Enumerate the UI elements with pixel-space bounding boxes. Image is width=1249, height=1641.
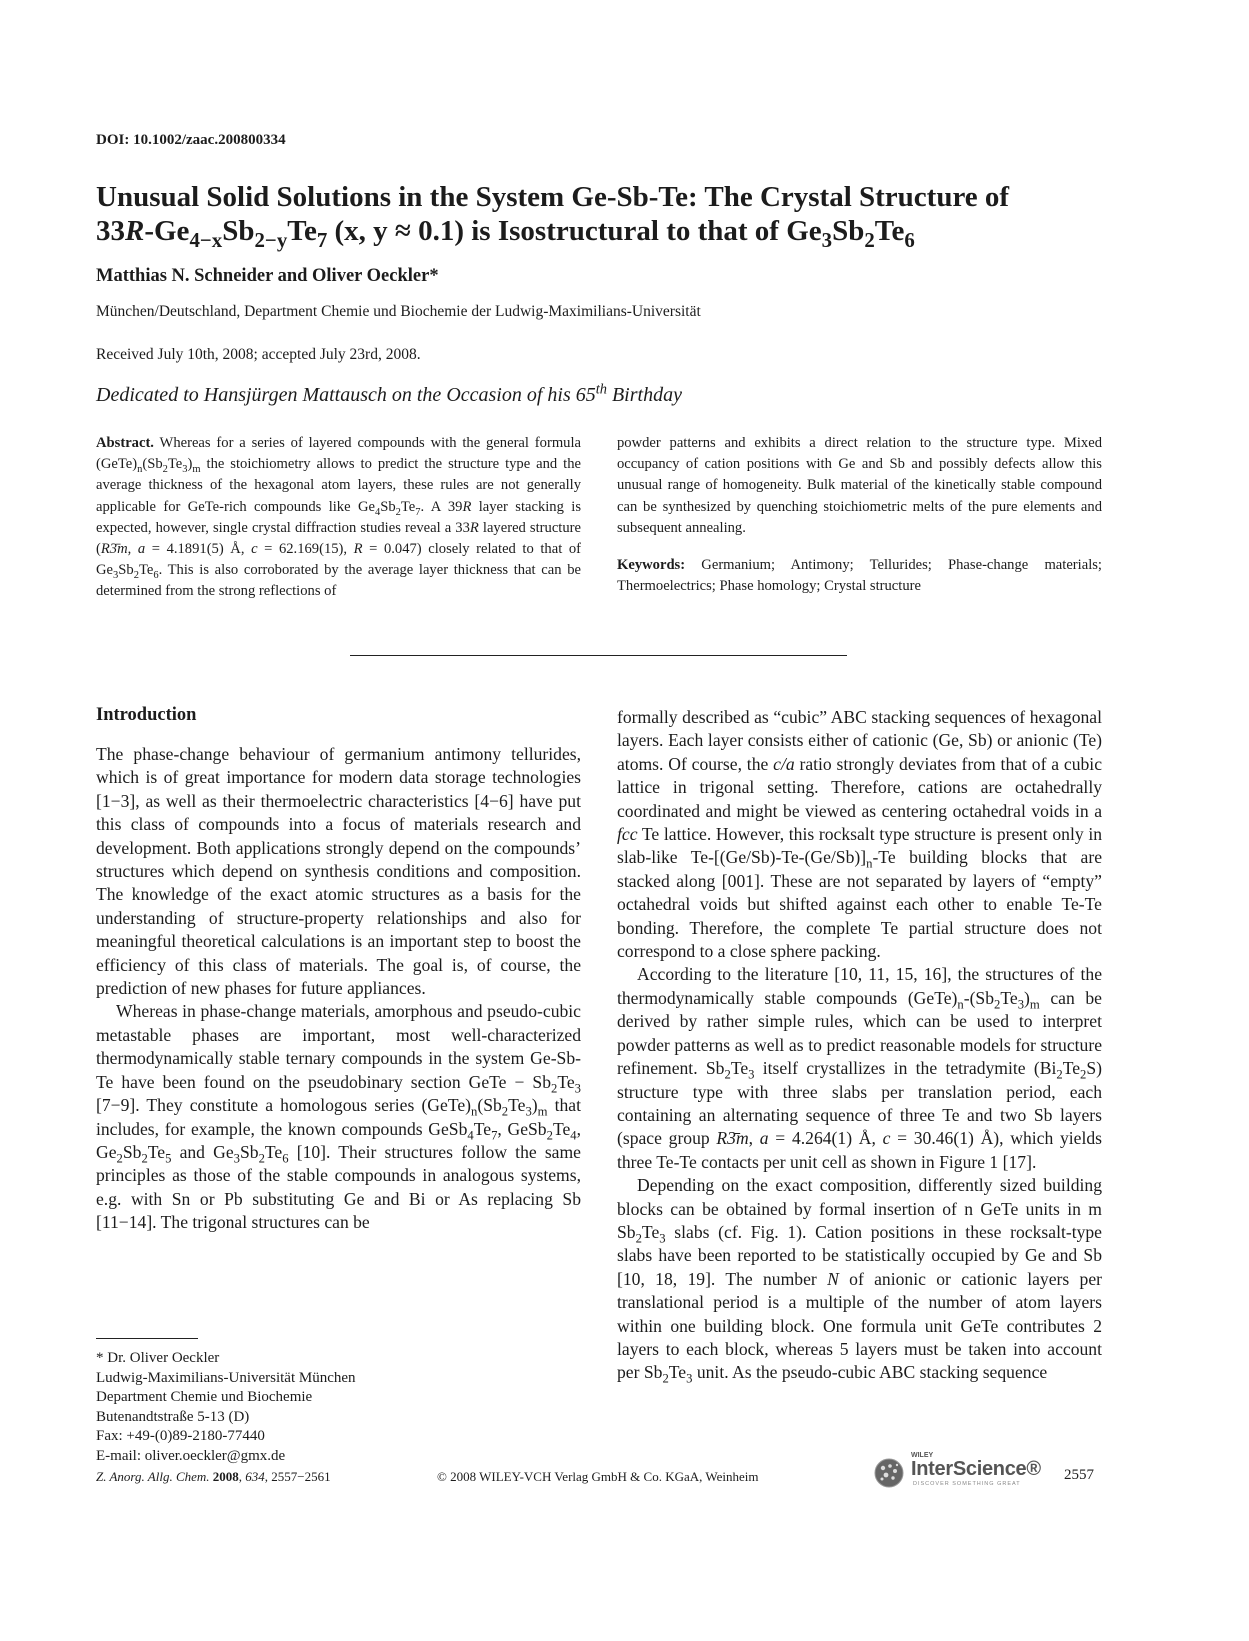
journal-volume: 634 xyxy=(245,1469,265,1484)
text: -Te building blocks that are stacked along [001]. These are not separated by layers of “empty” octahedral voids but shifted against each other to enable Te-Te bonding. Therefore, the complete Te partial structure does not correspond to a close sphere packing. xyxy=(617,847,1102,962)
subscript: 3 xyxy=(1017,997,1025,1012)
footnote-line: Butenandtstraße 5-13 (D) xyxy=(96,1408,250,1425)
title-text: 33 xyxy=(96,215,125,247)
abstract-text: . A 39 xyxy=(420,498,463,515)
abstract-text: layer stacking is expected, however, single crystal diffraction studies reveal a 33 xyxy=(96,498,582,536)
subscript: m xyxy=(1029,997,1040,1012)
subscript: m xyxy=(192,464,201,476)
subscript: 7 xyxy=(415,506,421,518)
italic: a xyxy=(759,1128,769,1149)
italic: c/a xyxy=(773,753,795,774)
subscript: 2 xyxy=(635,1231,642,1246)
page-number: 2557 xyxy=(1064,1467,1094,1483)
paragraph: The phase-change behaviour of germanium antimony tellurides, which is of great importance for modern data storage technologies [1−3], as well as their thermoelectric characteristics [4−6] have put this class of compounds into a focus of materials research and development. Both applications strongly depend on the compounds’ structures which depend on synthesis conditions and composition. The knowledge of the exact atomic structures as a basis for the understanding of structure-property relationships and also for meaningful theoretical calculations is an important step to boost the efficiency of this class of materials. The goal is, of course, the prediction of new phases for future appliances. xyxy=(96,744,581,999)
copyright: © 2008 WILEY-VCH Verlag GmbH & Co. KGaA, Weinheim xyxy=(437,1469,759,1484)
subscript: 2 xyxy=(551,1081,558,1096)
text: (Sb xyxy=(477,1095,502,1116)
italic: fcc xyxy=(617,824,638,845)
abstract-left xyxy=(96,433,581,603)
subscript: 2 xyxy=(141,1151,148,1166)
abstract-text: ) xyxy=(187,456,193,473)
abstract-text: (Sb xyxy=(142,456,163,473)
italic: R xyxy=(462,498,472,515)
journal-citation xyxy=(96,1469,331,1485)
title-subscript: 2 xyxy=(864,227,875,252)
text: -(Sb xyxy=(963,987,995,1008)
text: Sb xyxy=(122,1141,142,1162)
text: can be derived by rather simple rules, which can be used to interpret powder patterns as well as to predict reasonable models for structure refinement. Sb xyxy=(617,987,1102,1079)
title-line-1: Unusual Solid Solutions in the System Ge-Sb-Te: The Crystal Structure of xyxy=(96,181,1010,213)
subscript: 3 xyxy=(659,1231,666,1246)
article-title xyxy=(96,180,1106,252)
text: Te xyxy=(473,1118,492,1139)
text: ) xyxy=(1024,987,1030,1008)
italic: R xyxy=(469,519,479,536)
subscript: 7 xyxy=(491,1128,498,1143)
dedication xyxy=(96,381,682,407)
text: Te xyxy=(147,1141,166,1162)
keywords xyxy=(617,555,1102,597)
received-dates: Received July 10th, 2008; accepted July 23rd, 2008. xyxy=(96,346,421,363)
paragraph xyxy=(617,706,1102,963)
keywords-label: Keywords: xyxy=(617,557,686,574)
doi-line: DOI: 10.1002/zaac.200800334 xyxy=(96,132,286,148)
italic: N xyxy=(827,1268,839,1289)
text: = 30.46(1) Å), which yields three Te-Te contacts per unit cell as shown in Figure 1 [17]. xyxy=(617,1128,1102,1172)
subscript: 2 xyxy=(1056,1067,1063,1082)
subscript: 2 xyxy=(994,997,1001,1012)
text: Te xyxy=(557,1071,575,1092)
text: slabs (cf. Fig. 1). Cation positions in these rocksalt-type slabs have been reported to be statistically occupied by Ge and Sb [10, 18, 19]. The number xyxy=(617,1221,1102,1289)
text: = 4.264(1) Å, xyxy=(768,1128,883,1149)
abstract-continuation xyxy=(617,433,1102,539)
journal-name: Z. Anorg. Allg. Chem. xyxy=(96,1469,210,1484)
text: itself crystallizes in the tetradymite (Bi xyxy=(754,1058,1057,1079)
footnote-email: E-mail: oliver.oeckler@gmx.de xyxy=(96,1447,286,1464)
subscript: 3 xyxy=(686,1371,693,1386)
subscript: 2 xyxy=(1080,1067,1087,1082)
subscript: 4 xyxy=(467,1128,474,1143)
abstract-text: = 4.1891(5) Å, xyxy=(145,541,252,558)
text: Te xyxy=(730,1058,749,1079)
title-text: (x, y ≈ 0.1) is Isostructural to that of Ge xyxy=(327,215,822,247)
title-subscript: 6 xyxy=(904,227,915,252)
text: Te xyxy=(668,1362,687,1383)
footnote-line: Fax: +49-(0)89-2180-77440 xyxy=(96,1428,265,1444)
logo-wiley-text: WILEY xyxy=(911,1452,934,1459)
subscript: m xyxy=(537,1104,548,1119)
text: that includes, for example, the known compounds GeSb xyxy=(96,1095,582,1139)
abstract-text: powder patterns and exhibits a direct relation to the structure type. Mixed occupancy of cation positions with Ge and Sb and possibly defects allow this unusual range of homogeneity. Bulk material of the kinetically stable compound can be synthesized by quenching stoichiometric melts of the pure elements and subsequent annealing. xyxy=(617,435,1102,536)
title-text: Sb xyxy=(832,215,865,247)
subscript: 3 xyxy=(182,464,188,476)
subscript: 3 xyxy=(748,1067,755,1082)
text: , Ge xyxy=(96,1118,581,1162)
author-list: Matthias N. Schneider and Oliver Oeckler* xyxy=(96,266,439,286)
subscript: 2 xyxy=(724,1067,731,1082)
subscript: n xyxy=(137,464,143,476)
globe-icon xyxy=(873,1457,905,1489)
title-subscript: 3 xyxy=(821,227,833,252)
affiliation: München/Deutschland, Department Chemie und Biochemie der Ludwig-Maximilians-Universität xyxy=(96,303,701,320)
subscript: 2 xyxy=(116,1151,123,1166)
abstract-text: = 0.047) closely related to that of Ge xyxy=(96,541,581,579)
dedication-text: Dedicated to Hansjürgen Mattausch on the Occasion of his 65 xyxy=(96,384,596,406)
corresponding-author-footnote xyxy=(96,1349,356,1466)
text: Te xyxy=(641,1221,660,1242)
italic: R xyxy=(353,541,363,558)
italic: R3̄m xyxy=(100,541,128,558)
italic: c xyxy=(251,541,258,558)
text: , GeSb xyxy=(497,1118,547,1139)
subscript: 2 xyxy=(662,1371,669,1386)
subscript: 4 xyxy=(374,506,381,518)
text: Sb xyxy=(239,1141,259,1162)
subscript: 2 xyxy=(258,1151,265,1166)
text: Te xyxy=(508,1095,526,1116)
subscript: 3 xyxy=(113,570,119,582)
text: ratio strongly deviates from that of a cubic lattice in trigonal setting. Therefore, cations are octahedrally coordinated and might be viewed as centering octahedral voids in a xyxy=(617,753,1102,821)
abstract-text: Te xyxy=(167,456,183,473)
subscript: 3 xyxy=(574,1081,581,1096)
text: [10]. Their structures follow the same principles as those of the stable compounds in analogous systems, e.g. with Sn or Pb substituting Ge and Bi or As replacing Sb [11−14]. The trigonal structures can be xyxy=(96,1141,581,1233)
title-subscript: 2−y xyxy=(254,227,288,252)
text: and Ge xyxy=(171,1141,234,1162)
title-subscript: 4−x xyxy=(189,227,223,252)
keywords-text: Germanium; Antimony; Tellurides; Phase-change materials; Thermoelectrics; Phase homology; Crystal structure xyxy=(617,557,1102,595)
text: ) xyxy=(531,1095,538,1116)
paragraph xyxy=(96,1000,581,1234)
title-text: -Ge xyxy=(144,215,190,247)
title-subscript: 7 xyxy=(316,227,328,252)
text: , xyxy=(748,1128,760,1149)
footnote-line: Department Chemie und Biochemie xyxy=(96,1389,313,1405)
logo-brand-text: InterScience® xyxy=(911,1458,1041,1480)
abstract-text: . This is also corroborated by the average layer thickness that can be determined from the strong reflections of xyxy=(96,562,581,600)
separator: , xyxy=(238,1469,246,1484)
dedication-sup: th xyxy=(595,381,607,398)
text: Te xyxy=(1062,1058,1081,1079)
text: Te xyxy=(264,1141,283,1162)
paragraph xyxy=(617,963,1102,1174)
text: Depending on the exact composition, differently sized building blocks can be obtained by formal insertion of n GeTe units in m Sb xyxy=(617,1175,1102,1242)
subscript: 2 xyxy=(162,464,168,476)
text: Te xyxy=(1000,987,1018,1008)
abstract-paragraph xyxy=(96,433,581,603)
footnote-rule xyxy=(96,1338,198,1339)
subscript: n xyxy=(957,997,964,1012)
section-heading: Introduction xyxy=(96,705,197,725)
dedication-text: Birthday xyxy=(606,384,682,406)
footnote-name: * Dr. Oliver Oeckler xyxy=(96,1350,220,1366)
interscience-logo xyxy=(873,1451,1043,1491)
text: formally described as “cubic” ABC stacking sequences of hexagonal layers. Each layer consists either of cationic (Ge, Sb) or anionic (Te) atoms. Of course, the xyxy=(617,707,1102,774)
journal-pages: , 2557−2561 xyxy=(264,1469,331,1484)
subscript: 3 xyxy=(233,1151,240,1166)
abstract-text: Sb xyxy=(380,498,396,515)
title-italic: R xyxy=(125,215,145,247)
abstract-text: Sb xyxy=(118,562,134,579)
logo-tagline: DISCOVER SOMETHING GREAT xyxy=(913,1481,1021,1487)
subscript: 2 xyxy=(133,570,139,582)
text: of anionic or cationic layers per translational period is a multiple of the number of atom layers within one building block. One formula unit GeTe contributes 2 layers to each block, whereas 5 layers must be taken into account per Sb xyxy=(617,1268,1102,1383)
subscript: 2 xyxy=(546,1128,553,1143)
text: Whereas in phase-change materials, amorphous and pseudo-cubic metastable phases are important, most well-characterized thermodynamically stable ternary compounds in the system Ge-Sb-Te have been found on the pseudobinary section GeTe − Sb xyxy=(96,1001,581,1092)
abstract-text: the stoichiometry allows to predict the structure type and the average thickness of the hexagonal atom layers, these rules are not generally applicable for GeTe-rich compounds like Ge xyxy=(96,456,581,515)
title-text: Te xyxy=(287,215,317,247)
text: [7−9]. They constitute a homologous series (GeTe) xyxy=(96,1095,472,1116)
abstract-right xyxy=(617,433,1102,597)
section-divider xyxy=(350,655,847,656)
italic: R3̄m xyxy=(716,1128,749,1149)
abstract-label: Abstract. xyxy=(96,435,154,451)
subscript: 2 xyxy=(395,506,401,518)
abstract-text: Te xyxy=(400,498,416,515)
italic: c xyxy=(882,1128,891,1149)
subscript: 4 xyxy=(570,1128,577,1143)
text: Te lattice. However, this rocksalt type structure is present only in slab-like Te-[(Ge/Sb)-Te-(Ge/Sb)] xyxy=(617,824,1102,868)
footnote-line: Ludwig-Maximilians-Universität München xyxy=(96,1369,356,1386)
text: Te xyxy=(552,1118,571,1139)
abstract-text: layered structure ( xyxy=(96,519,581,558)
text: unit. As the pseudo-cubic ABC stacking sequence xyxy=(692,1362,1048,1383)
subscript: 2 xyxy=(501,1104,509,1119)
title-text: Sb xyxy=(222,215,255,247)
subscript: n xyxy=(471,1104,478,1119)
body-column-right xyxy=(617,706,1102,1385)
paragraph xyxy=(617,1174,1102,1385)
abstract-text: = 62.169(15), xyxy=(257,541,354,558)
subscript: 5 xyxy=(165,1151,172,1166)
abstract-text: , xyxy=(127,541,138,558)
italic: a xyxy=(137,541,146,558)
text: According to the literature [10, 11, 15, 16], the structures of the thermodynamically stable compounds (GeTe) xyxy=(617,964,1102,1008)
subscript: 3 xyxy=(525,1104,532,1119)
abstract-text: Whereas for a series of layered compounds with the general formula (GeTe) xyxy=(96,435,581,473)
body-column-left xyxy=(96,743,581,1235)
abstract-text: Te xyxy=(138,562,154,579)
title-text: Te xyxy=(874,215,905,247)
subscript: n xyxy=(866,856,873,871)
text: S) structure type with three slabs per translation period, each containing an alternating sequence of three Te and two Sb layers (space group xyxy=(617,1058,1102,1149)
journal-year: 2008 xyxy=(212,1469,239,1484)
subscript: 6 xyxy=(153,570,159,582)
subscript: 6 xyxy=(282,1151,289,1166)
